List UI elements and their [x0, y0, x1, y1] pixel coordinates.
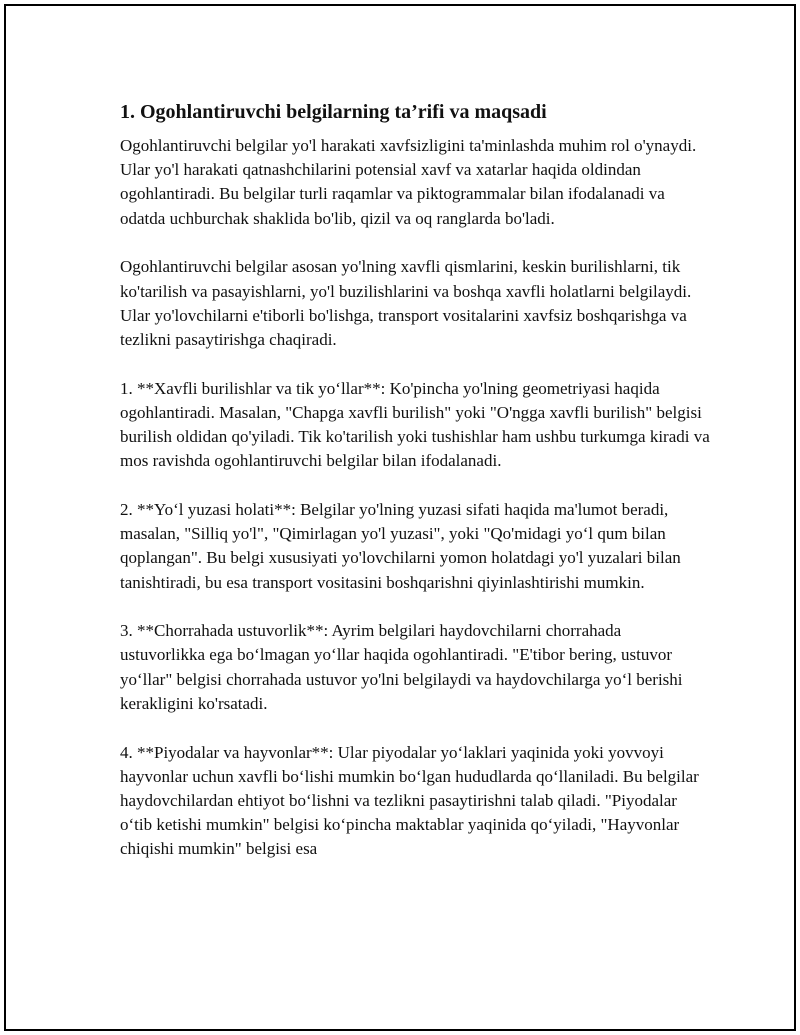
paragraph-item-2: 2. **Yo‘l yuzasi holati**: Belgilar yo'lning yuzasi sifati haqida ma'lumot beradi, masalan, "Silliq yo'l", "Qimirlagan yo'l yuzasi", yoki "Qo'midagi yo‘l qum bilan qoplangan". Bu belgi xususiyati yo'lovchilarni yomon holatdagi yo'l yuzalari bilan tanishtiradi, bu esa transport vositasini boshqarishni qiyinlashtirishi mumkin. — [120, 499, 681, 592]
document-body — [120, 98, 710, 886]
paragraph-purpose: Ogohlantiruvchi belgilar asosan yo'lning xavfli qismlarini, keskin burilishlarni, tik ko'tarilish va pasayishlarni, yo'l buzilishlarini va boshqa xavfli holatlarni belgilaydi. Ular yo'lovchilarni e'tiborli bo'lishga, transport vositalarini xavfsiz boshqarishga va tezlikni pasaytirishga chaqiradi. — [120, 257, 692, 349]
paragraph-intro: Ogohlantiruvchi belgilar yo'l harakati xavfsizligini ta'minlashda muhim rol o'ynaydi. Ular yo'l harakati qatnashchilarini potensial xavf va xatarlar haqida oldindan ogohlantiradi. Bu belgilar turli raqamlar va piktogrammalar bilan ifodalanadi va odatda uchburchak shaklida bo'lib, qizil va oq ranglarda bo'ladi. — [120, 136, 697, 228]
paragraph-item-1: 1. **Xavfli burilishlar va tik yo‘llar**: Ko'pincha yo'lning geometriyasi haqida ogohlantiradi. Masalan, "Chapga xavfli burilish" yoki "O'ngga xavfli burilish" belgisi burilish oldidan qo'yiladi. Tik ko'tarilish yoki tushishlar ham ushbu turkumga kiradi va mos ravishda ogohlantiruvchi belgilar bilan ifodalanadi. — [120, 378, 710, 471]
paragraph-item-3: 3. **Chorrahada ustuvorlik**: Ayrim belgilari haydovchilarni chorrahada ustuvorlikka ega bo‘lmagan yo‘llar haqida ogohlantiradi. "E'tibor bering, ustuvor yo‘llar" belgisi chorrahada ustuvor yo'lni belgilaydi va haydovchilarga yo‘l berishi kerakligini ko'rsatadi. — [120, 621, 683, 713]
section-heading: 1. Ogohlantiruvchi belgilarning ta’rifi va maqsadi — [120, 101, 547, 123]
paragraph-item-4: 4. **Piyodalar va hayvonlar**: Ular piyodalar yo‘laklari yaqinida yoki yovvoyi hayvonlar uchun xavfli bo‘lishi mumkin bo‘lgan hududlarda qo‘llaniladi. Bu belgilar haydovchilardan ehtiyot bo‘lishni va tezlikni pasaytirishni talab qiladi. "Piyodalar o‘tib ketishi mumkin" belgisi ko‘pincha maktablar yaqinida qo‘yiladi, "Hayvonlar chiqishi mumkin" belgisi esa — [120, 742, 699, 859]
document-page — [4, 4, 796, 1031]
